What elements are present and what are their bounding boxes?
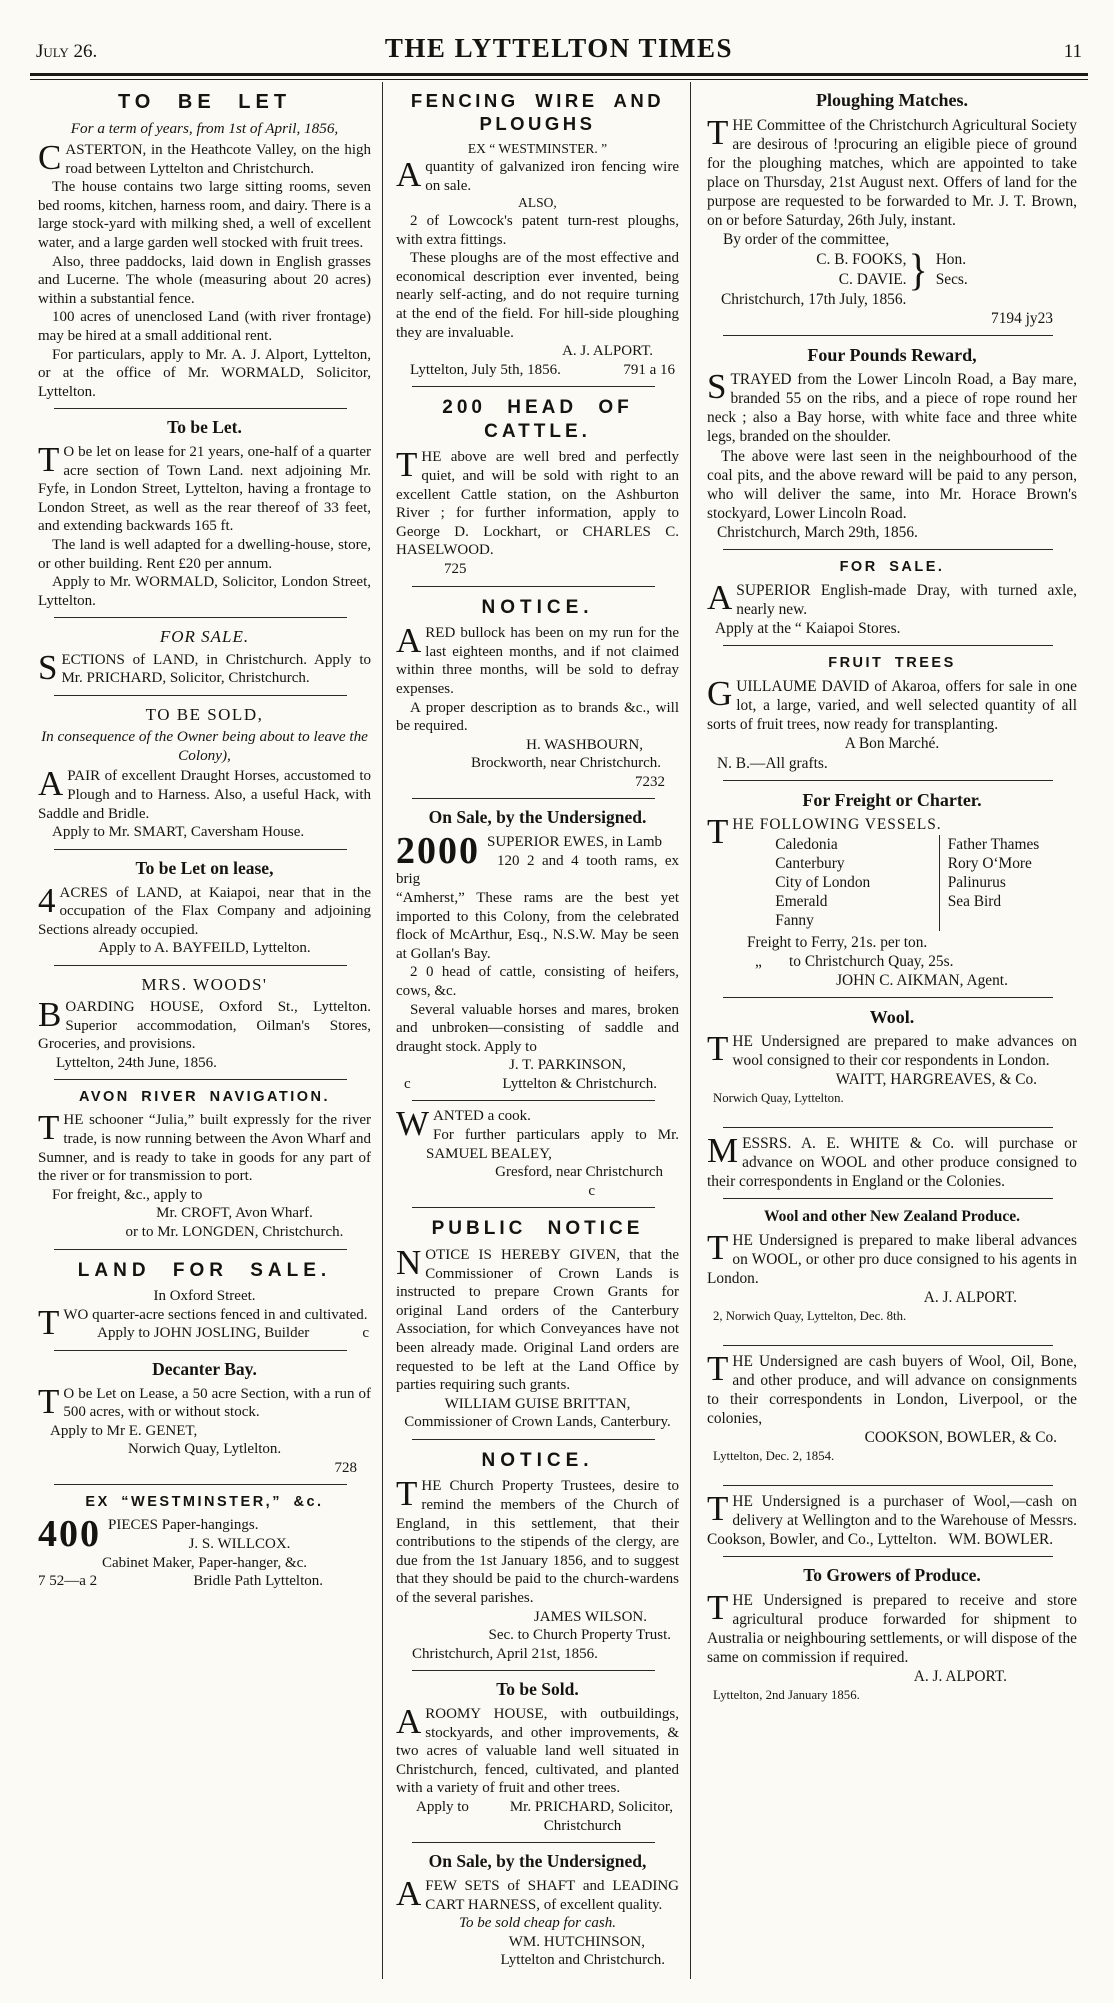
drop-cap: A (396, 1873, 422, 1913)
ad-heading: NOTICE. (481, 596, 594, 618)
ad-separator (54, 408, 347, 409)
drop-cap: C (38, 138, 62, 178)
ad-separator (723, 1556, 1053, 1557)
ad-heading: To be Let on lease, (135, 857, 274, 878)
ad-separator (412, 1100, 655, 1101)
freight-rate (707, 952, 1077, 971)
freight-rate-text: to Christchurch Quay, 25s. (789, 952, 954, 970)
ad-paragraph: HE Undersigned are prepared to make advances on wool consigned to their cor respondents in London. (732, 1033, 1077, 1070)
ad-paragraph: HE Undersigned are cash buyers of Wool, Oil, Bone, and other produce, and will advance on consignments to their correspondents in London, Liverpool, or the colonies, (707, 1352, 1077, 1427)
drop-cap: T (38, 1108, 60, 1148)
ad-paragraph: PIECES Paper-hangings. (108, 1517, 259, 1534)
ad-reference-mark: c (404, 1075, 411, 1092)
drop-cap: T (707, 1490, 729, 1528)
ad-signature: Cabinet Maker, Paper-hanger, &c. (101, 1554, 308, 1571)
ad-to-be-sold-draught-horses (36, 701, 373, 843)
ad-address: Lyttelton, Dec. 2, 1854. (713, 1449, 835, 1464)
page-number: 11 (1063, 41, 1082, 62)
ad-land-for-sale-oxford-street (36, 1255, 373, 1344)
ad-apply-line: Apply to Mr E. GENET, (50, 1422, 198, 1439)
ad-tagline: For a term of years, from 1st of April, 1856, (70, 120, 339, 138)
ad-heading: LAND FOR SALE. (77, 1259, 332, 1281)
ad-signature: Commissioner of Crown Lands, Canterbury. (404, 1414, 671, 1431)
ad-reference-mark: 7 52—a 2 (38, 1573, 98, 1590)
ad-heading: PUBLIC NOTICE (431, 1218, 644, 1240)
ad-separator (412, 1842, 655, 1843)
ad-paragraph: O be Let on Lease, a 50 acre Section, with a run of 500 acres, with or without stock. (63, 1385, 371, 1421)
ad-signature: WM. BOWLER. (948, 1530, 1054, 1548)
ad-separator (723, 1345, 1053, 1346)
drop-cap: T (707, 112, 729, 152)
ad-decanter-bay (36, 1356, 373, 1479)
ad-number: 7232 (635, 773, 665, 790)
ad-signature: JAMES WILSON. (533, 1608, 647, 1625)
ad-address: Lyttelton and Christchurch. (500, 1952, 665, 1969)
ad-number: 728 (334, 1459, 357, 1476)
drop-cap: T (396, 445, 418, 485)
ad-signature: A. J. ALPORT. (562, 343, 653, 360)
ad-heading: FOR SALE. (159, 627, 250, 647)
drop-cap: T (38, 1302, 60, 1342)
ad-mrs-woods-boarding-house (36, 971, 373, 1073)
drop-cap: T (707, 1227, 729, 1267)
ad-200-head-of-cattle (394, 392, 681, 579)
ad-tagline: A Bon Marché. (844, 735, 940, 753)
drop-cap: 4 (38, 880, 56, 920)
ad-paragraph: For particulars, apply to Mr. A. J. Alport, Lyttelton, or at the office of Mr. WORMALD, Solicitor, Lyttelton. (38, 346, 371, 400)
ad-paragraph: HE Undersigned is prepared to make liberal advances on WOOL, or other pro duce consigned to his agents in London. (707, 1231, 1077, 1287)
ad-separator (412, 798, 655, 799)
ad-paragraph: ANTED a cook. (433, 1108, 531, 1125)
ad-signature: or to Mr. LONGDEN, Christchurch. (125, 1223, 344, 1240)
ad-heading: FOR SALE. (839, 558, 945, 575)
ad-heading: 200 HEAD OF CATTLE. (442, 397, 633, 442)
ad-paragraph: For freight, &c., apply to (52, 1186, 203, 1203)
ad-signature: A. J. ALPORT. (923, 1288, 1017, 1306)
drop-cap: N (396, 1243, 422, 1282)
ad-ploughing-matches (705, 86, 1079, 328)
ad-separator (412, 1670, 655, 1671)
ad-heading: MRS. WOODS' (141, 974, 268, 994)
vessel-name: Palinurus (947, 874, 1006, 892)
drop-cap: S (38, 647, 58, 687)
ad-paragraph: “Amherst,” These rams are the best yet imported to this Colony, from the celebrated flock of McArthur, Esq., N.S.W. May be seen at Gollan's Bay. (396, 889, 679, 962)
ad-separator (723, 1485, 1053, 1486)
ad-wanted-a-cook (394, 1106, 681, 1201)
ad-paragraph: Apply to Mr. SMART, Caversham House. (52, 824, 305, 841)
ad-separator (723, 780, 1053, 781)
ad-paragraph: O be let on lease for 21 years, one-half of a quarter acre section of Town Land. next adjoining Mr. Fyfe, in London Street, Lyttelton, having a frontage to London Street, as well as the rear thereof of 33 feet, and extending backwards 165 ft. (38, 444, 371, 535)
ad-date: Christchurch, March 29th, 1856. (717, 523, 918, 541)
ad-paragraph: Several valuable horses and mares, broken and unbroken—consisting of saddle and draught stock. Apply to (396, 1001, 679, 1055)
ad-separator (54, 1484, 347, 1485)
ad-paragraph: ACRES of LAND, at Kaiapoi, near that in the occupation of the Flax Company and adjoining Sections already occupied. (38, 884, 371, 938)
ad-heading: TO BE SOLD, (145, 704, 264, 724)
ad-avon-river-navigation (36, 1085, 373, 1242)
ad-secretary-name: C. B. FOOKS, (816, 251, 907, 269)
ad-fencing-wire-and-ploughs (394, 86, 681, 380)
ad-date: Christchurch, April 21st, 1856. (412, 1645, 598, 1662)
ad-notice-church-property-trustees (394, 1445, 681, 1664)
ad-to-be-sold-roomy-house (394, 1676, 681, 1836)
drop-cap: A (396, 1702, 422, 1742)
ad-number: 725 (444, 561, 467, 577)
brace-glyph: } (908, 244, 928, 294)
ad-four-pounds-reward (705, 341, 1079, 543)
ad-signature: J. T. PARKINSON, (509, 1057, 626, 1074)
ad-separator (54, 965, 347, 966)
ad-to-be-let-casterton (36, 86, 373, 402)
freight-rate: Freight to Ferry, 21s. per ton. (747, 933, 928, 951)
ad-paragraph: The house contains two large sitting rooms, seven bed rooms, kitchen, harness room, and dairy. There is a large stock-yard with milking shed, a well of excellent water, and a large garden well stocked with fruit trees. (38, 179, 371, 252)
ad-separator (723, 335, 1053, 336)
ad-public-notice-crown-lands (394, 1213, 681, 1432)
ad-wool-and-other-nz-produce (705, 1204, 1079, 1338)
ad-note: N. B.—All grafts. (717, 754, 828, 772)
ad-separator (723, 645, 1053, 646)
ad-signature: Mr. PRICHARD, Solicitor, (509, 1799, 673, 1816)
ad-signature: J. S. WILLCOX. (188, 1536, 291, 1553)
ad-separator (54, 1350, 347, 1351)
ad-heading: FENCING WIRE AND PLOUGHS (410, 90, 665, 135)
ad-paragraph: The land is well adapted for a dwelling-house, store, or other building. Rent £20 per annum. (38, 537, 371, 572)
ad-separator (54, 1079, 347, 1080)
ad-separator (723, 997, 1053, 998)
drop-cap: T (707, 1350, 729, 1388)
ad-for-freight-or-charter (705, 786, 1079, 991)
drop-number: 2000 (396, 830, 480, 873)
ad-heading: To Growers of Produce. (803, 1565, 981, 1585)
ad-notice-red-bullock (394, 592, 681, 793)
ad-paragraph: UILLAUME DAVID of Akaroa, offers for sale in one lot, a large, varied, and well selected quantity of all sorts of fruit trees, now ready for transplanting. (707, 678, 1077, 734)
ad-address: Lyttelton, 2nd January 1856. (713, 1688, 860, 1703)
drop-cap: T (707, 1587, 729, 1627)
ad-paragraph: The above were last seen in the neighbourhood of the coal pits, and the above reward will be paid to any person, who will deliver the same, into Mr. Horace Brown's stockyard, Lower Lincoln Road. (707, 447, 1077, 522)
ad-apply-line: Apply to JOHN JOSLING, Builder (97, 1325, 310, 1342)
ad-separator (412, 586, 655, 587)
ad-paragraph: HE Undersigned is a purchaser of Wool,—cash on delivery at Wellington and to the Warehouse of Messrs. Cookson, Bowler, and Co., Lyttelton. (707, 1492, 1077, 1548)
ad-number: 791 a 16 (623, 361, 675, 378)
ad-to-be-let-on-lease-kaiapoi (36, 855, 373, 959)
ad-paragraph: For further particulars apply to Mr. SAMUEL BEALEY, (426, 1127, 679, 1162)
columns (30, 82, 1088, 1978)
ad-paragraph: A proper description as to brands &c., will be required. (396, 699, 679, 735)
masthead-double-rule (30, 73, 1088, 80)
drop-cap: T (38, 1381, 60, 1421)
ad-heading: For Freight or Charter. (802, 789, 982, 810)
drop-cap: T (707, 811, 729, 851)
ditto-mark: „ (755, 952, 762, 970)
ad-heading: Ploughing Matches. (815, 90, 968, 111)
drop-cap: S (707, 367, 727, 407)
ad-separator (723, 549, 1053, 550)
ad-paragraph: ASTERTON, in the Heathcote Valley, on the high road between Lyttelton and Christchurch. (65, 142, 371, 177)
ad-on-sale-superior-ewes (394, 804, 681, 1094)
ad-tagline: In consequence of the Owner being about to leave the Colony), (41, 727, 368, 764)
ad-tagline: To be sold cheap for cash. (459, 1915, 616, 1932)
ad-paragraph: RED bullock has been on my run for the last eighteen months, and if not claimed within three months, will be sold to defray expenses. (396, 625, 679, 697)
ad-paragraph: PAIR of excellent Draught Horses, accustomed to Plough and to Harness. Also, a useful Hack, with Saddle and Bridle. (38, 768, 371, 822)
ad-paragraph: ECTIONS of LAND, in Christchurch. Apply to Mr. PRICHARD, Solicitor, Christchurch. (61, 651, 371, 687)
ad-heading: To be Let. (167, 417, 242, 438)
ad-secretary-label: Secs. (935, 270, 968, 288)
ad-ex-westminster-paper-hangings (36, 1490, 373, 1591)
ad-paragraph: WO quarter-acre sections fenced in and cultivated. (63, 1306, 368, 1323)
ad-separator (412, 1439, 655, 1440)
ad-paragraph: TRAYED from the Lower Lincoln Road, a Bay mare, branded 55 on the ribs, and a piece of rope round her neck ; also a Bay horse, with white face and three white legs, branded on the shoulder. (707, 371, 1077, 446)
ad-messrs-a-e-white (705, 1133, 1079, 1192)
ad-separator (412, 386, 655, 387)
ad-heading: NOTICE. (481, 1449, 594, 1471)
ad-heading: Wool and other New Zealand Produce. (763, 1208, 1021, 1226)
ad-heading: TO BE LET (117, 91, 292, 114)
drop-cap: A (396, 155, 422, 195)
drop-cap: T (707, 1029, 729, 1069)
vessel-name: Caledonia (775, 836, 838, 854)
ad-heading: Wool. (869, 1006, 915, 1027)
ad-separator (723, 1198, 1053, 1199)
ad-paragraph: HE Committee of the Christchurch Agricultural Society are desirous of !procuring an eligible piece of ground for the ploughing matches, which are appointed to take place on Thursday, 21st August next. Offers of land for the purpose are requested to be forwarded to Mr. J. T. Brown, on or before Saturday, 26th July, instant. (707, 116, 1077, 230)
ad-separator (723, 1127, 1053, 1128)
vessel-name: Canterbury (775, 855, 845, 873)
ad-heading: To be Sold. (496, 1679, 579, 1700)
vessel-name: City of London (775, 874, 871, 892)
ad-reference-mark: c (362, 1325, 369, 1342)
ad-address: Christchurch (543, 1817, 622, 1834)
ad-paragraph: Apply to Mr. WORMALD, Solicitor, London Street, Lyttelton. (38, 574, 371, 609)
ad-paragraph: 100 acres of unenclosed Land (with river frontage) may be hired at a small additional rent. (38, 309, 371, 345)
ad-address: Bridle Path Lyttelton. (193, 1573, 323, 1590)
ad-signature: JOHN C. AIKMAN, Agent. (836, 971, 1008, 989)
ad-heading: FRUIT TREES (828, 655, 956, 672)
ad-separator (54, 1249, 347, 1250)
masthead (30, 24, 1088, 65)
drop-cap: A (38, 764, 64, 804)
ad-paragraph: HE Undersigned is prepared to receive and store agricultural produce forwarded for shipment to Australia or neighbouring settlements, or will dispose of the same on commission if required. (707, 1591, 1077, 1666)
ad-apply-label: Apply to (416, 1799, 469, 1816)
ad-separator (54, 617, 347, 618)
ad-heading: Decanter Bay. (152, 1358, 257, 1379)
ad-paragraph: 120 2 and 4 tooth rams, ex brig (396, 852, 679, 888)
vessel-name: Rory O‘More (947, 855, 1032, 873)
ad-address: Norwich Quay, Lytlelton. (128, 1441, 282, 1458)
vessel-list (749, 835, 1060, 930)
ad-paragraph: 2 of Lowcock's patent turn-rest ploughs, with extra fittings. (396, 213, 679, 248)
drop-cap: A (396, 621, 422, 661)
ad-address: Brockworth, near Christchurch. (471, 755, 661, 772)
ad-signature: COOKSON, BOWLER, & Co. (864, 1428, 1057, 1446)
ad-signature-role: Sec. to Church Property Trust. (488, 1627, 671, 1644)
ad-wool-waitt-hargreaves (705, 1003, 1079, 1121)
ad-paragraph: OARDING HOUSE, Oxford St., Lyttelton. Superior accommodation, Oilman's Stores, Groceries, and provisions. (38, 999, 371, 1053)
ad-address: Norwich Quay, Lyttelton. (713, 1091, 844, 1106)
ad-paragraph: SUPERIOR English-made Dray, with turned axle, nearly new. (736, 581, 1077, 619)
ad-date: Lyttelton, July 5th, 1856. (410, 361, 561, 378)
newspaper-title: THE LYTTELTON TIMES (384, 33, 734, 63)
vessel-name: Father Thames (947, 836, 1040, 854)
ad-separator (54, 695, 347, 696)
ad-paragraph: Also, three paddocks, laid down in English grasses and Lucerne. The whole (measuring about 20 acres) within a substantial fence. (38, 253, 371, 307)
ad-paragraph: FEW SETS of SHAFT and LEADING CART HARNESS, of excellent quality. (425, 1877, 679, 1913)
ad-heading: AVON RIVER NAVIGATION. (78, 1089, 331, 1106)
vessel-name: Fanny (775, 912, 814, 930)
ad-secretary-name: C. DAVIE. (838, 270, 907, 288)
ad-subheading: In Oxford Street. (153, 1288, 256, 1305)
ad-paragraph: ESSRS. A. E. WHITE & Co. will purchase or advance on WOOL and other produce consigned to their correspondents in England or the Colonies. (707, 1135, 1077, 1191)
ad-paragraph: HE schooner “Julia,” built expressly for the river trade, is now running between the Avon Wharf and Sumner, and is ready to take in goods for any part of the river or for transmission to port. (38, 1112, 371, 1185)
ad-to-growers-of-produce (705, 1562, 1079, 1718)
ad-paragraph: HE FOLLOWING VESSELS. (732, 815, 942, 833)
drop-cap: G (707, 674, 733, 714)
drop-cap: A (707, 577, 733, 617)
ad-heading: On Sale, by the Undersigned, (428, 1851, 647, 1872)
ad-secretaries (707, 244, 1077, 294)
ad-heading: EX “WESTMINSTER,” &c. (85, 1494, 324, 1511)
ad-signature: WAITT, HARGREAVES, & Co. (835, 1071, 1037, 1089)
ad-address: 2, Norwich Quay, Lyttelton, Dec. 8th. (713, 1308, 907, 1323)
drop-cap: T (38, 440, 60, 480)
vessel-name: Emerald (775, 893, 828, 911)
ad-cookson-bowler-cash-buyers (705, 1351, 1079, 1479)
ad-signature: WM. HUTCHINSON, (508, 1933, 645, 1950)
ad-secretary-label: Hon. (935, 251, 967, 269)
ad-number: 7194 jy23 (991, 309, 1053, 327)
ad-paragraph: OTICE IS HEREBY GIVEN, that the Commissioner of Crown Lands is instructed to prepare Crown Grants for original Land orders of the Canterbury Association, for which Conveyances have not been already made. Original Land orders are requested to be left at the Land Office by parties requiring such grants. (396, 1247, 679, 1394)
ad-also-label: ALSO, (518, 195, 557, 211)
column-1 (30, 82, 382, 1978)
ad-fruit-trees (705, 651, 1079, 773)
ad-signature: Mr. CROFT, Avon Wharf. (156, 1205, 313, 1222)
ad-subheading: EX “ WESTMINSTER. ” (467, 141, 608, 157)
ad-paragraph: 2 0 head of cattle, consisting of heifers, cows, &c. (396, 964, 679, 999)
column-2 (382, 82, 690, 1978)
ad-separator (54, 849, 347, 850)
drop-number: 400 (38, 1513, 101, 1556)
ad-heading: Four Pounds Reward, (807, 344, 977, 365)
ad-separator (412, 1207, 655, 1208)
drop-cap: T (396, 1474, 418, 1514)
ad-paragraph: Apply to A. BAYFEILD, Lyttelton. (98, 940, 311, 957)
ad-for-sale-sections-of-land (36, 623, 373, 688)
ad-paragraph: SUPERIOR EWES, in Lamb (487, 834, 662, 851)
drop-cap: M (707, 1133, 739, 1171)
ad-reference-mark: c (588, 1182, 595, 1199)
vessel-name: Sea Bird (947, 893, 1002, 911)
issue-date: July 26. (36, 41, 98, 62)
ad-paragraph: quantity of galvanized iron fencing wire on sale. (425, 159, 679, 194)
ad-paragraph: HE above are well bred and perfectly quiet, and will be sold with right to an excellent Cattle station, on the Ashburton River ; for further information, apply to George D. Lockhart, or CHARLES C. HASELWOOD. (396, 449, 679, 559)
ad-address: Lyttelton & Christchurch. (502, 1075, 657, 1092)
column-3 (690, 82, 1088, 1978)
ad-heading: On Sale, by the Undersigned. (428, 807, 647, 828)
drop-cap: W (396, 1106, 430, 1144)
ad-for-sale-dray (705, 555, 1079, 639)
ad-date: Lyttelton, 24th June, 1856. (56, 1054, 217, 1071)
ad-address: Gresford, near Christchurch (495, 1164, 663, 1181)
ad-apply-line: Apply at the “ Kaiapoi Stores. (715, 620, 901, 638)
ad-paragraph: These ploughs are of the most effective and economical description ever invented, being nearly self-acting, and do not require turning at the end of the field. For hill-side ploughing they are invaluable. (396, 250, 679, 341)
ad-signature: A. J. ALPORT. (913, 1668, 1007, 1686)
ad-paragraph: By order of the committee, (723, 231, 890, 249)
ad-date: Christchurch, 17th July, 1856. (721, 290, 907, 308)
ad-on-sale-cart-harness (394, 1848, 681, 1971)
ad-signature: WILLIAM GUISE BRITTAN, (444, 1395, 631, 1412)
ad-paragraph: ROOMY HOUSE, with outbuildings, stockyards, and other improvements, & two acres of valuable land well situated in Christchurch, fenced, cultivated, and planted with a variety of fruit and other trees. (396, 1706, 679, 1797)
ad-wm-bowler-purchaser-of-wool (705, 1491, 1079, 1550)
ad-to-be-let-lease-21-years (36, 414, 373, 611)
ad-paragraph: HE Church Property Trustees, desire to remind the members of the Church of England, in this settlement, that their contributions to the stipends of the clergy, are due from the 1st January 1856, and to suggest that they should be paid to the church-wardens of the several parishes. (396, 1478, 679, 1607)
drop-cap: B (38, 995, 62, 1034)
ad-signature: H. WASHBOURN, (526, 736, 643, 753)
